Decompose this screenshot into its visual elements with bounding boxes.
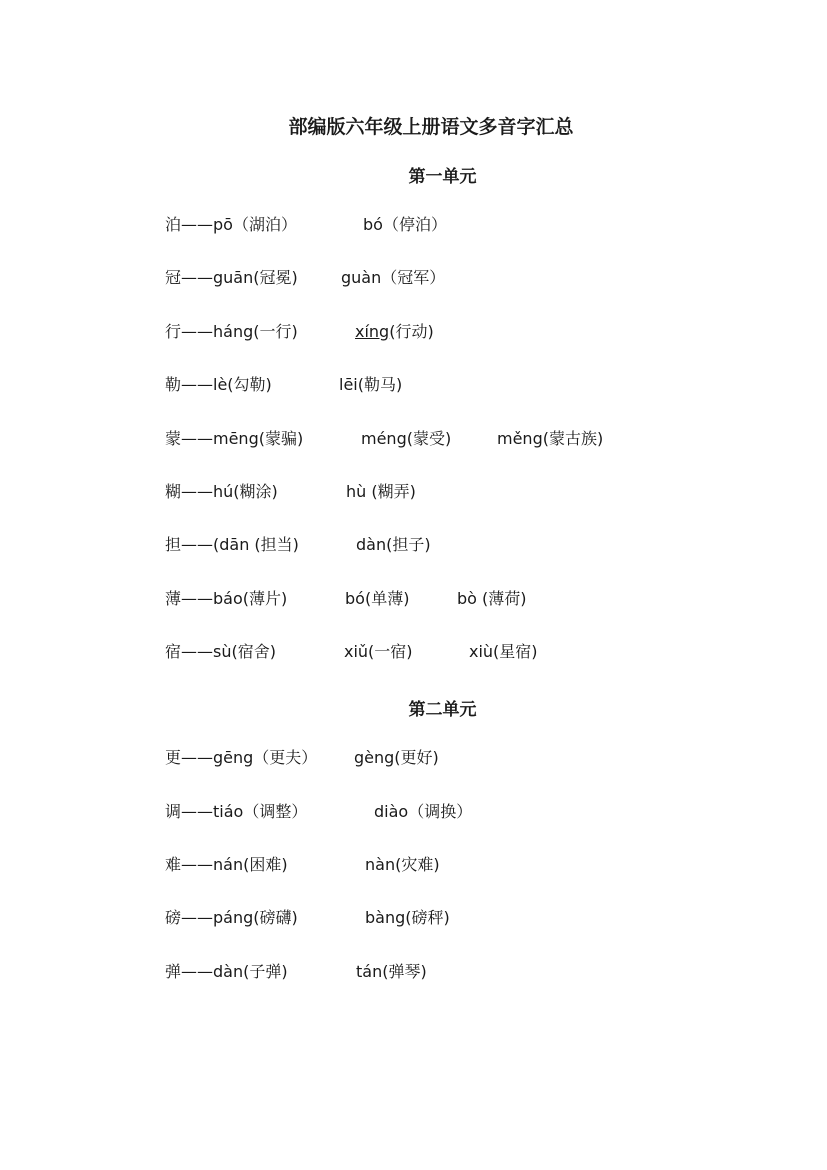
entry-head: 弹——dàn(子弹)	[165, 962, 288, 981]
entry-reading: gèng(更好)	[354, 748, 439, 767]
entry-reading: guàn（冠军）	[341, 268, 446, 287]
entry-head: 担——(dān (担当)	[165, 535, 299, 554]
underlined-pinyin: xíng	[355, 322, 390, 341]
entry-head: 糊——hú(糊涂)	[165, 482, 278, 501]
entry-example: (行动)	[389, 322, 434, 341]
entry-head: 冠——guān(冠冕)	[165, 268, 298, 287]
entry-reading: měng(蒙古族)	[497, 429, 604, 448]
entry-head: 磅——páng(磅礴)	[165, 908, 298, 927]
entry-reading: tán(弹琴)	[356, 962, 427, 981]
entry-reading: xiǔ(一宿)	[344, 642, 413, 661]
entry-reading: bàng(磅秤)	[365, 908, 450, 927]
entry-reading: bó（停泊）	[363, 215, 447, 234]
entry-reading: lēi(勒马)	[339, 375, 403, 394]
entry-reading: bò (薄荷)	[457, 589, 527, 608]
entry-reading: nàn(灾难)	[365, 855, 440, 874]
entry-head: 更——gēng（更夫）	[165, 748, 318, 767]
unit-heading-1: 第一单元	[408, 167, 477, 187]
entry-head: 行——háng(一行)	[165, 322, 298, 341]
entry-head: 调——tiáo（调整）	[165, 802, 308, 821]
entry-reading: dàn(担子)	[356, 535, 431, 554]
entry-reading: diào（调换）	[374, 802, 473, 821]
document-title: 部编版六年级上册语文多音字汇总	[288, 116, 574, 138]
entry-reading: méng(蒙受)	[361, 429, 452, 448]
entry-head: 宿——sù(宿舍)	[165, 642, 276, 661]
unit-heading-2: 第二单元	[408, 700, 477, 720]
entry-head: 薄——báo(薄片)	[165, 589, 288, 608]
entry-reading	[355, 320, 434, 344]
entry-reading: hù (糊弄)	[346, 482, 416, 501]
entry-head: 蒙——mēng(蒙骗)	[165, 429, 304, 448]
entry-reading: bó(单薄)	[345, 589, 410, 608]
entry-head: 泊——pō（湖泊）	[165, 215, 297, 234]
entry-head: 难——nán(困难)	[165, 855, 288, 874]
entry-reading: xiù(星宿)	[469, 642, 538, 661]
entry-head: 勒——lè(勾勒)	[165, 375, 272, 394]
